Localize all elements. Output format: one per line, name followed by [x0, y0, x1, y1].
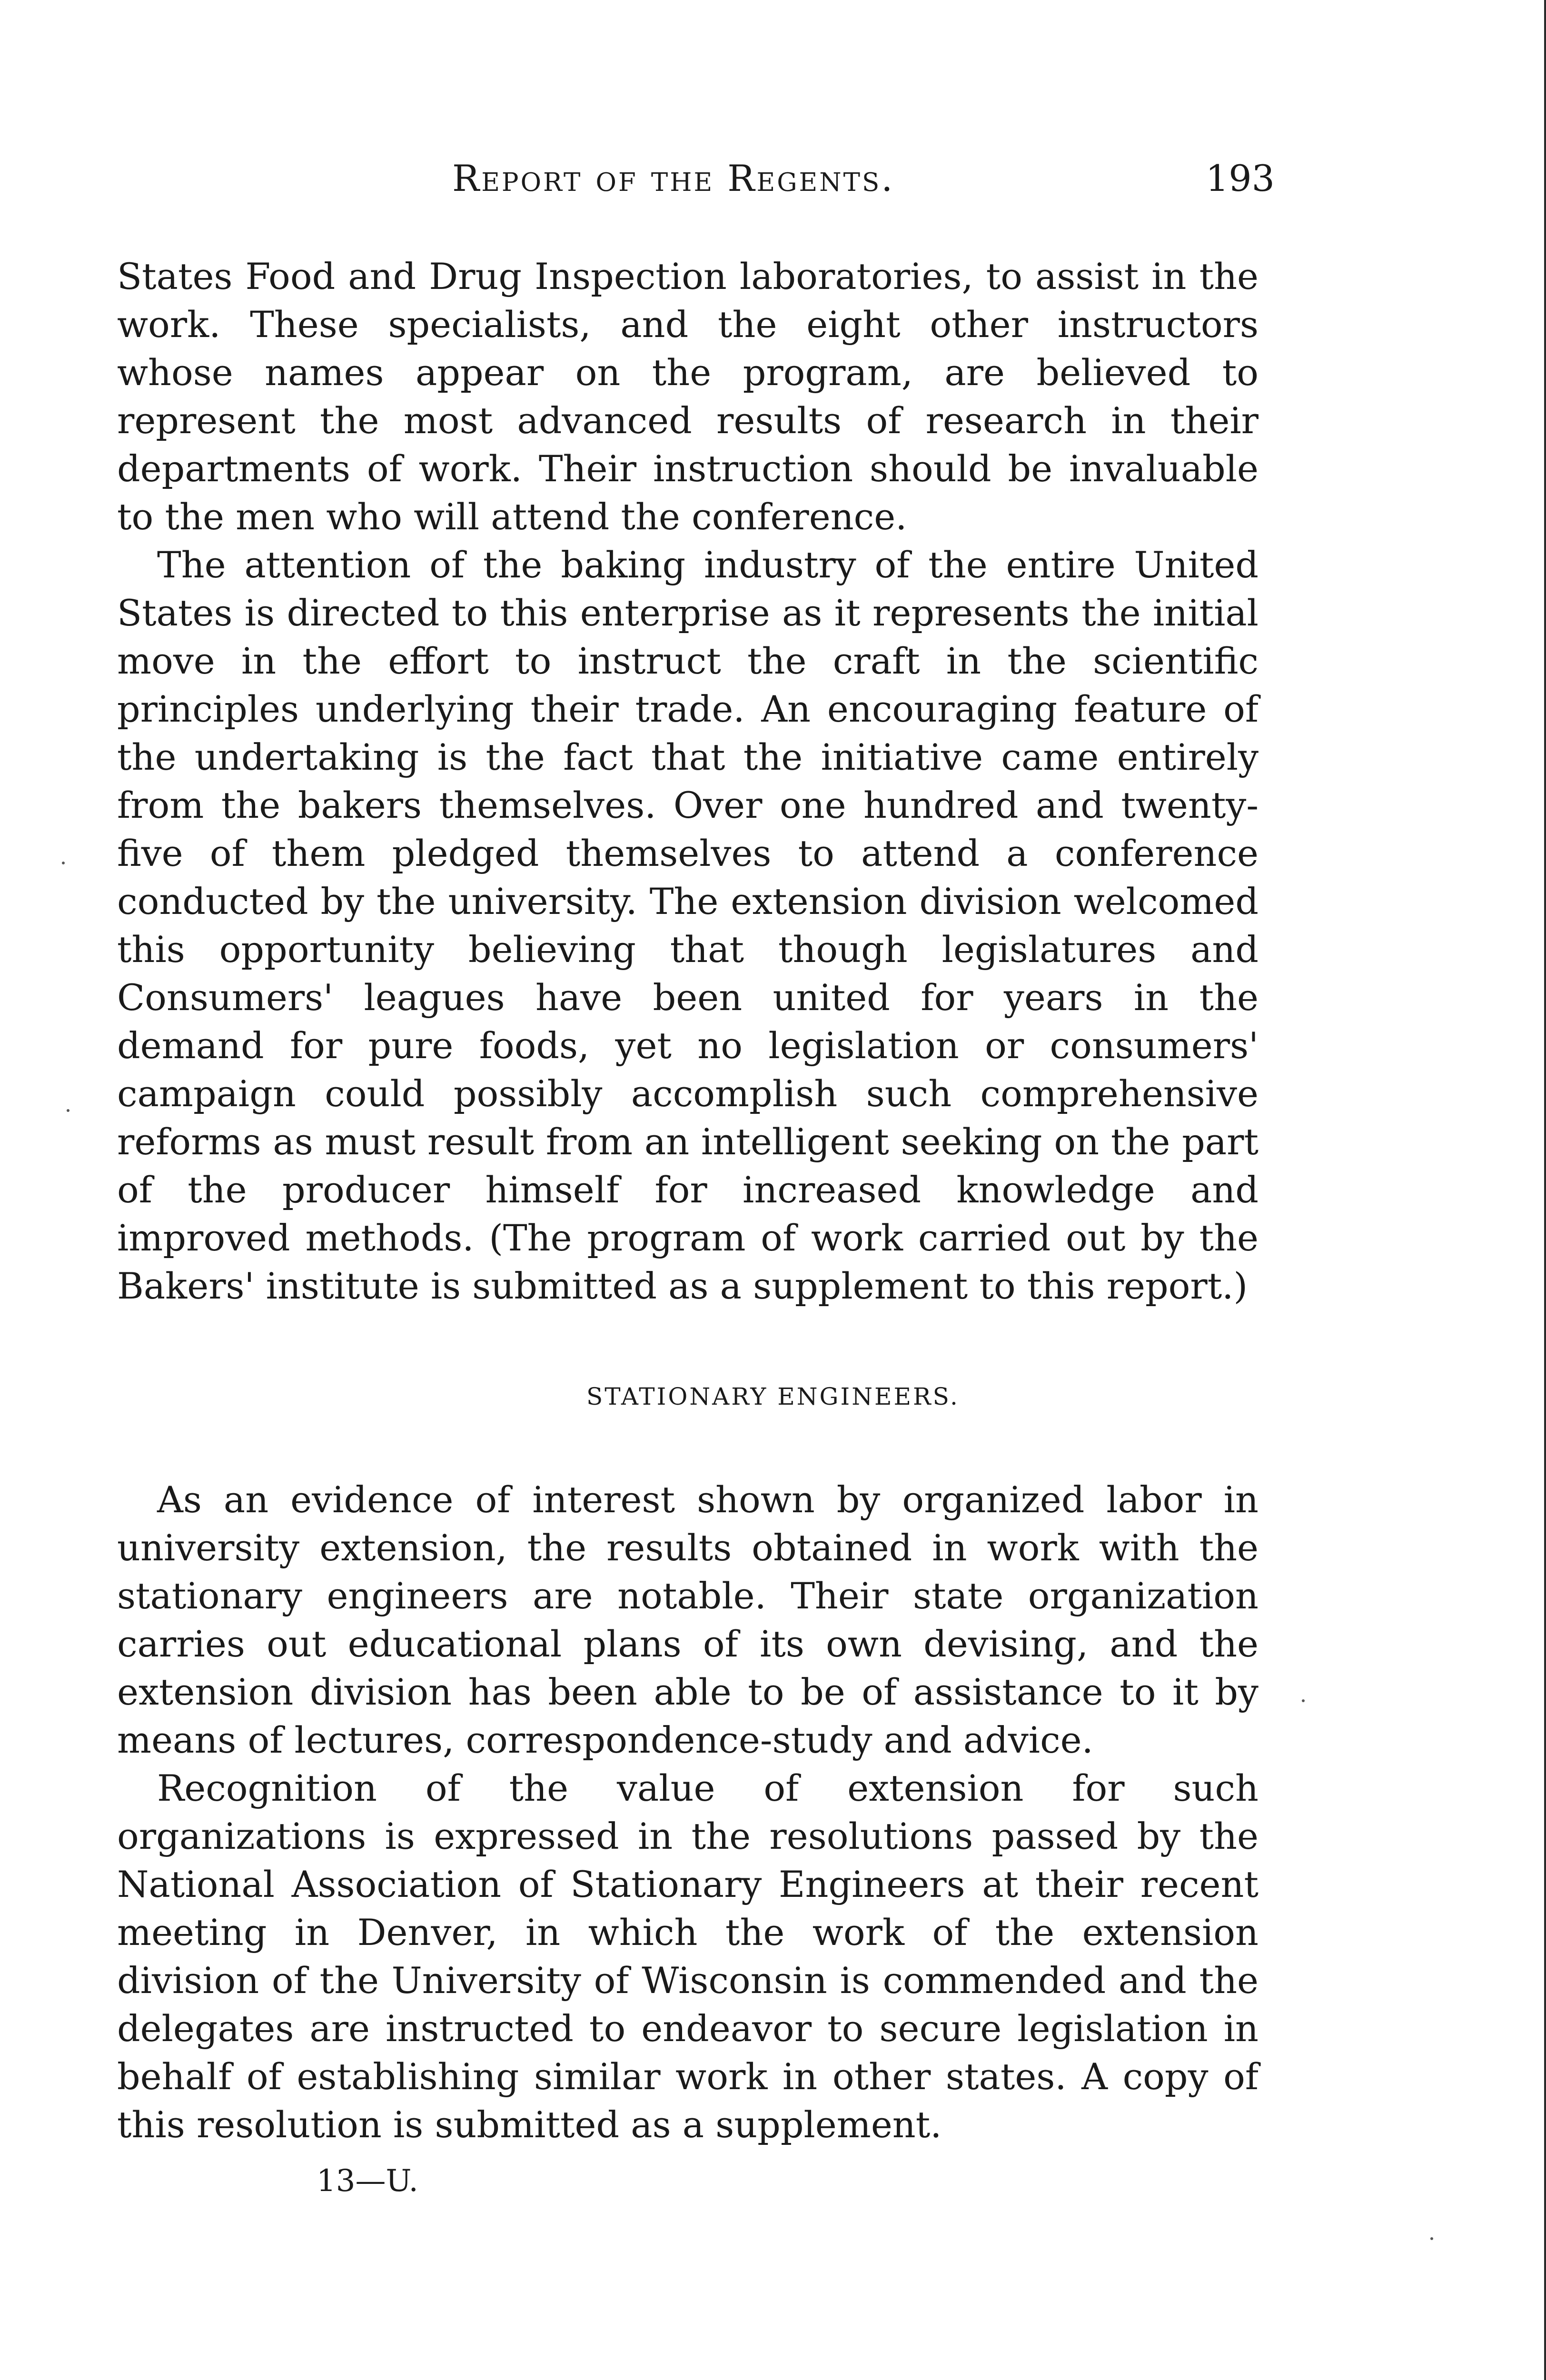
body-text-bottom [117, 1476, 1259, 2149]
paragraph: The attention of the baking industry of the entire United States is directed to this enterprise as it represents the initial move in the effort to instruct the craft in the scientific principles underlying their trade. An encouraging feature of the undertaking is the fact that the initiative came entirely from the bakers themselves. Over one hundred and twenty-five of them pledged themselves to attend a conference conducted by the university. The extension division welcomed this opportunity believing that though legislatures and Consumers' leagues have been united for years in the demand for pure foods, yet no legislation or consumers' campaign could possibly accomplish such comprehensive reforms as must result from an intelligent seeking on the part of the producer himself for increased knowledge and improved methods. (The program of work carried out by the Bakers' institute is submitted as a supplement to this report.) [117, 544, 1259, 1307]
signature-mark: 13—U. [317, 2163, 418, 2199]
paragraph: States Food and Drug Inspection laboratories, to assist in the work. These specialists, and the eight other instructors whose names appear on the program, are believed to represent the most advanced results of research in their departments of work. Their instruction should be invaluable to the men who will attend the conference. [117, 255, 1259, 538]
running-head: Report of the Regents. [452, 157, 895, 199]
page-header [0, 157, 1546, 214]
section-heading: STATIONARY ENGINEERS. [586, 1383, 960, 1410]
body-text-top [117, 252, 1259, 1310]
page-number: 193 [1205, 157, 1275, 199]
paragraph: As an evidence of interest shown by organized labor in university extension, the results obtained in work with the stationary engineers are notable. Their state organization carries out educational plans of its own devising, and the extension division has been able to be of assistance to it by means of lectures, correspondence-study and advice. [117, 1478, 1259, 1761]
page-edge-line [1544, 0, 1546, 2380]
scan-speck [1302, 1699, 1305, 1702]
paragraph: Recognition of the value of extension for such organizations is expressed in the resolutions passed by the National Association of Stationary Engineers at their recent meeting in Denver, in which the work of the extension division of the University of Wisconsin is commended and the delegates are instructed to endeavor to secure legislation in behalf of establishing similar work in other states. A copy of this resolution is submitted as a supplement. [117, 1767, 1259, 2146]
scan-speck [67, 1109, 69, 1112]
scan-speck [62, 862, 65, 864]
scan-speck [1430, 2237, 1433, 2240]
